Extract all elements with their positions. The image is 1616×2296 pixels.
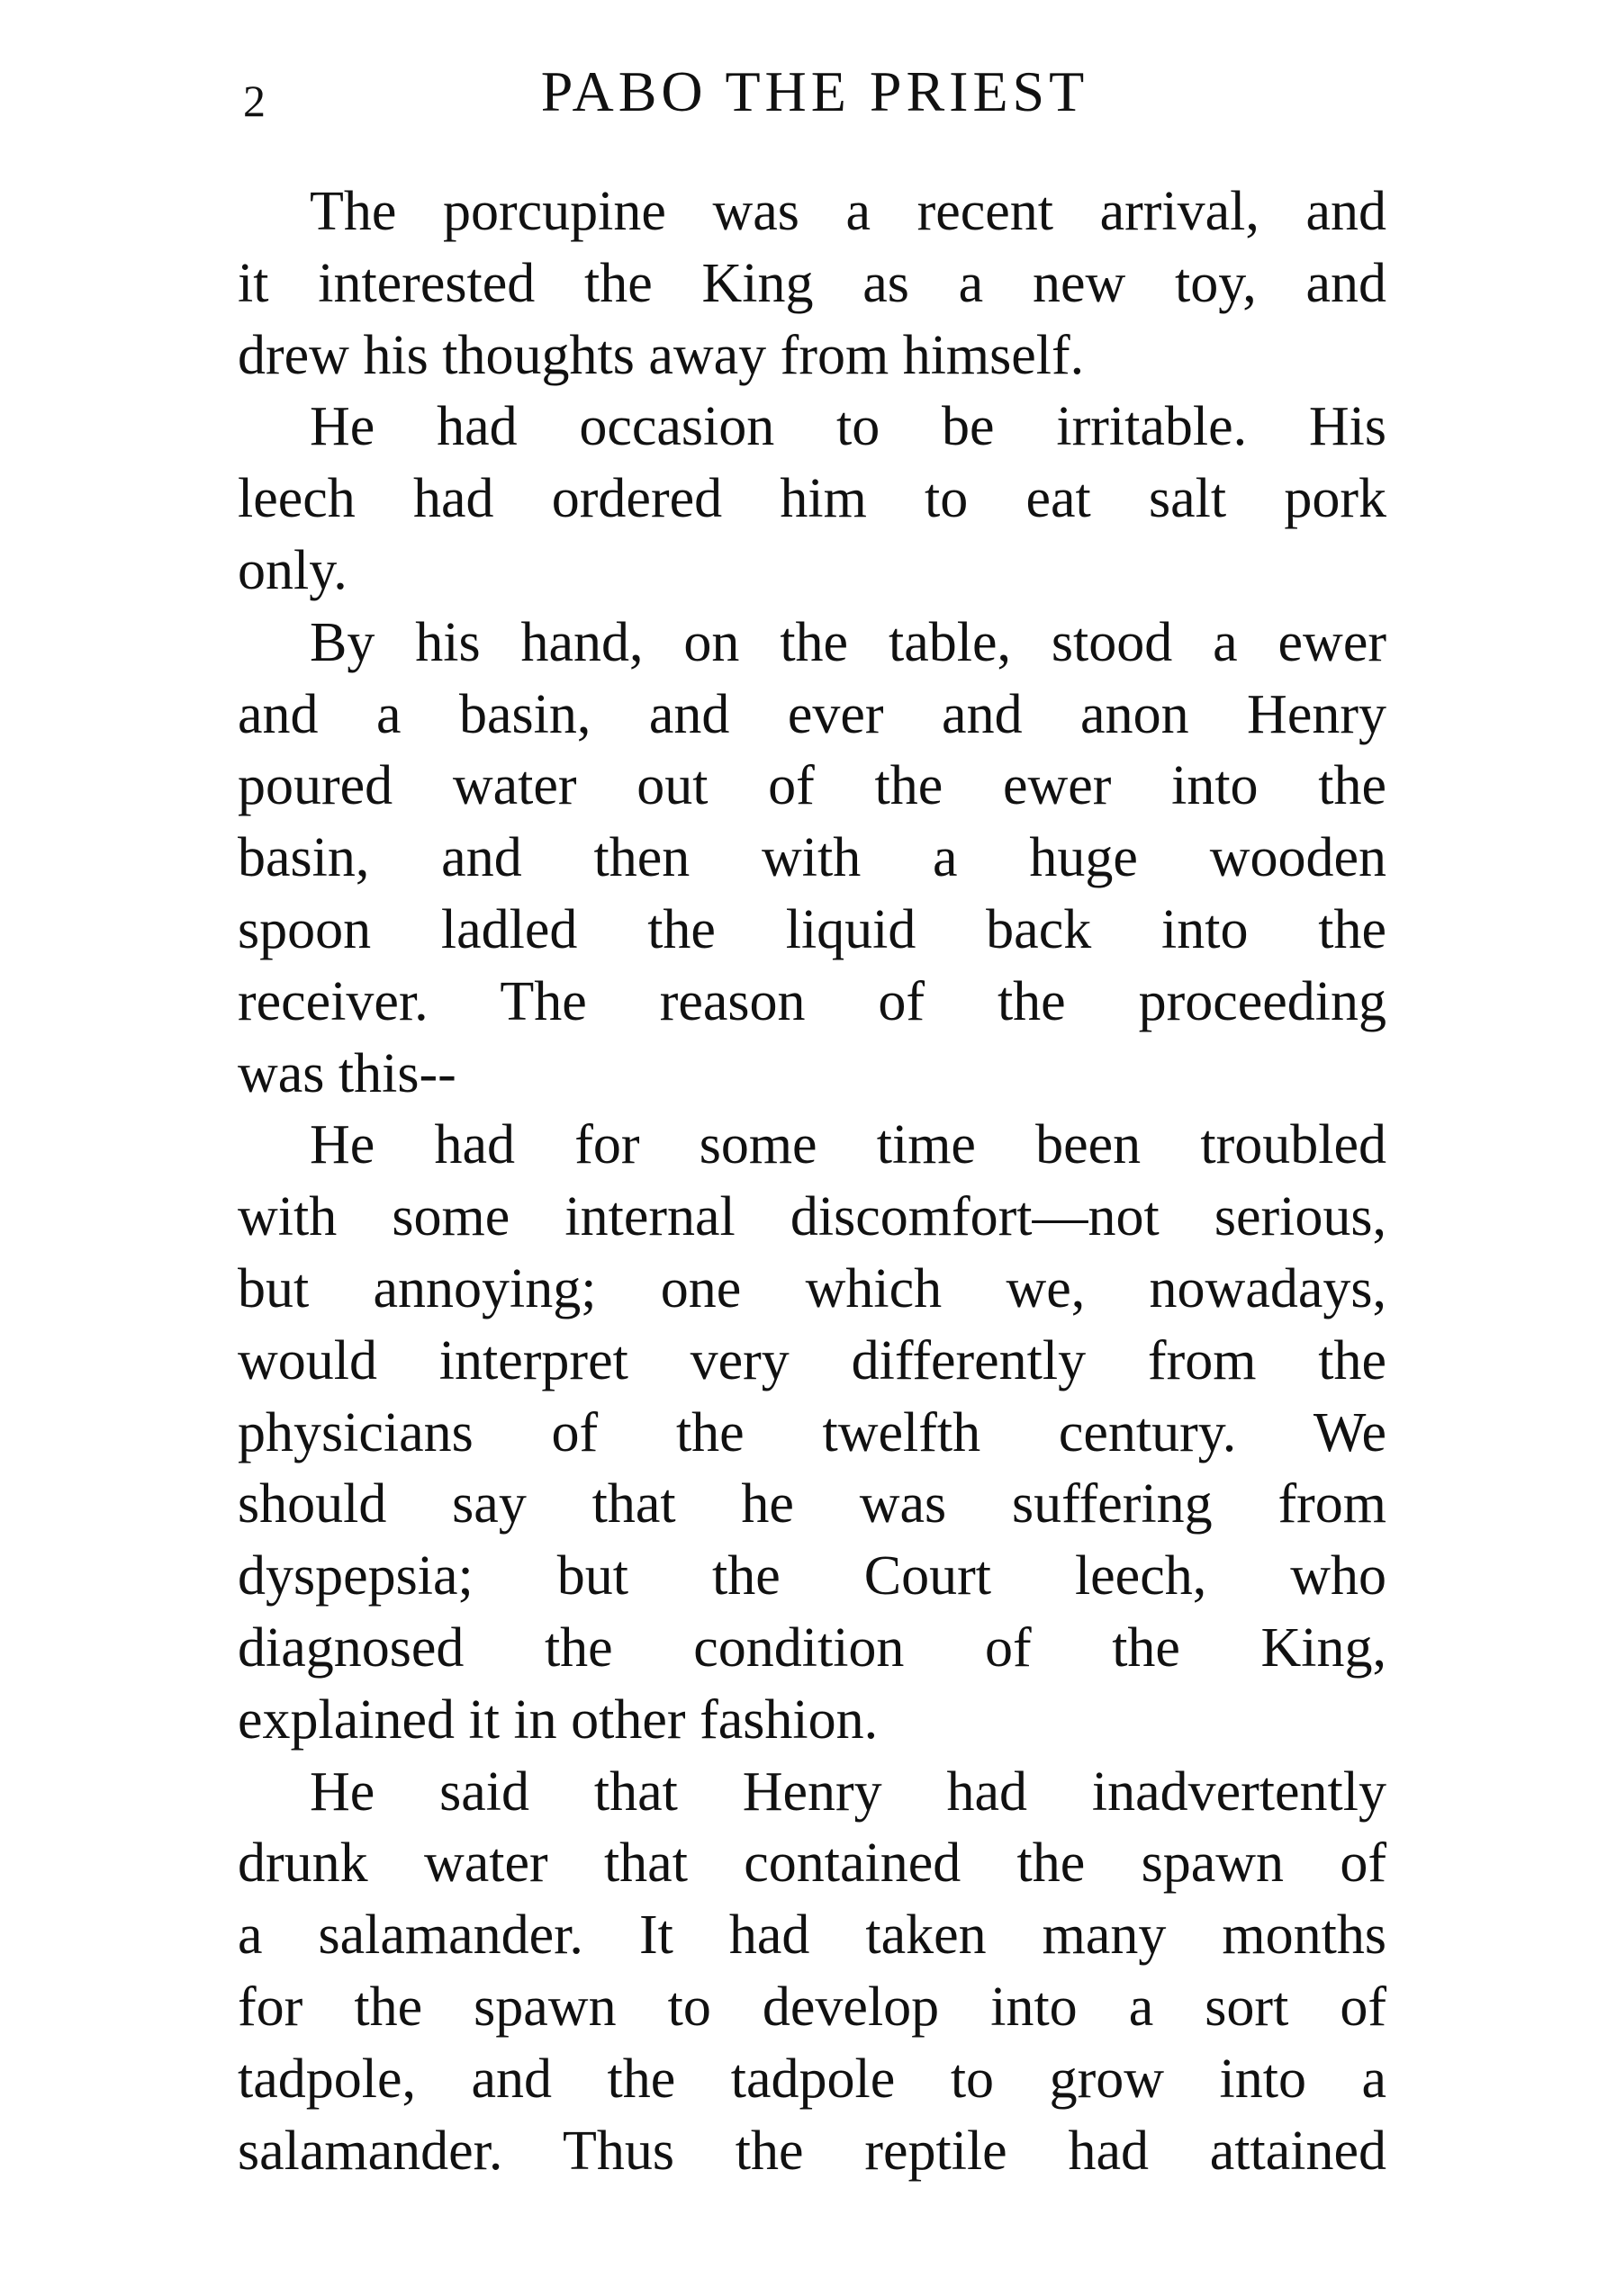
running-title: PABO THE PRIEST <box>540 59 1089 123</box>
paragraph <box>238 1110 1386 1756</box>
text-line: a salamander. It had taken many months <box>238 1904 1386 1967</box>
body-text <box>238 176 1386 2187</box>
text-line: and a basin, and ever and anon Henry <box>238 683 1386 745</box>
text-line: receiver. The reason of the proceeding <box>238 970 1386 1032</box>
text-line: He had occasion to be irritable. His <box>310 396 1386 458</box>
text-line: poured water out of the ewer into the <box>238 755 1386 817</box>
page-number: 2 <box>243 76 266 126</box>
text-line: drew his thoughts away from himself. <box>238 324 1085 386</box>
text-line: was this-- <box>238 1042 456 1104</box>
text-line: but annoying; one which we, nowadays, <box>238 1257 1386 1319</box>
text-line: would interpret very differently from the <box>238 1329 1386 1391</box>
paragraph <box>238 608 1386 1111</box>
text-line: spoon ladled the liquid back into the <box>238 898 1386 960</box>
text-line: tadpole, and the tadpole to grow into a <box>238 2048 1386 2110</box>
text-line: should say that he was suffering from <box>238 1473 1386 1535</box>
paragraph <box>238 1757 1386 2188</box>
text-line: only. <box>238 539 348 601</box>
text-line: He had for some time been troubled <box>310 1114 1386 1176</box>
text-line: basin, and then with a huge wooden <box>238 827 1386 889</box>
running-head <box>243 56 1386 137</box>
text-line: with some internal discomfort—not serious, <box>238 1186 1386 1248</box>
text-line: The porcupine was a recent arrival, and <box>310 181 1386 242</box>
text-line: it interested the King as a new toy, and <box>238 252 1386 314</box>
text-line: By his hand, on the table, stood a ewer <box>310 611 1386 673</box>
text-line: diagnosed the condition of the King, <box>238 1616 1386 1679</box>
text-line: for the spawn to develop into a sort of <box>238 1976 1386 2038</box>
paragraph <box>238 392 1386 607</box>
text-line: drunk water that contained the spawn of <box>238 1832 1386 1895</box>
paragraph <box>238 176 1386 392</box>
text-line: explained it in other fashion. <box>238 1688 879 1751</box>
text-line: He said that Henry had inadvertently <box>310 1760 1386 1823</box>
text-line: physicians of the twelfth century. We <box>238 1401 1386 1463</box>
text-line: leech had ordered him to eat salt pork <box>238 468 1386 530</box>
text-line: dyspepsia; but the Court leech, who <box>238 1545 1386 1607</box>
text-line: salamander. Thus the reptile had attained <box>238 2120 1386 2182</box>
